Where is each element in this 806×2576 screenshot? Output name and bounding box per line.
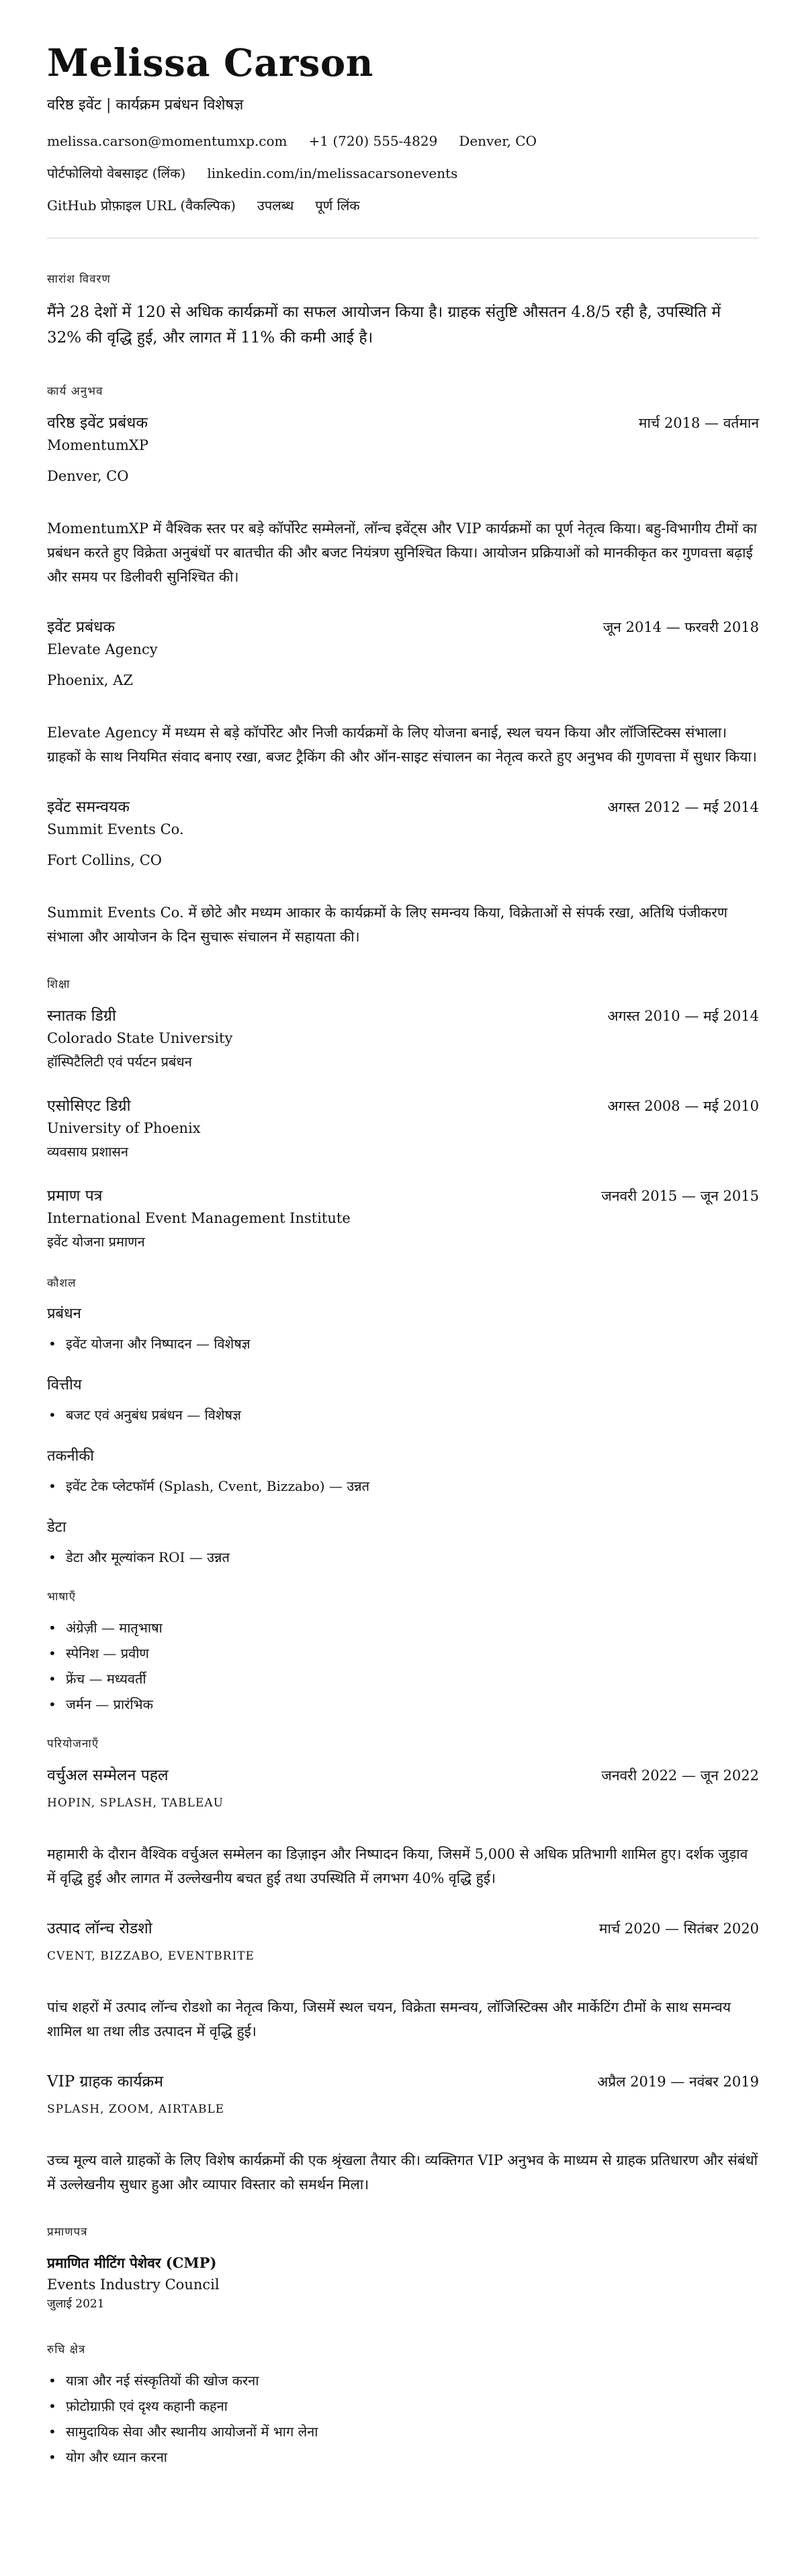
skill-group-title: तकनीकी [47,1448,94,1465]
language-item: • स्पेनिश — प्रवीण [66,1643,759,1664]
job-dates: जून 2014 — फरवरी 2018 [602,619,759,635]
candidate-name: Melissa Carson [47,41,373,85]
interest-list [47,2370,759,2468]
contact-row-2 [47,164,759,183]
project-description: महामारी के दौरान वैश्विक वर्चुअल सम्मेलन का डिज़ाइन और निष्पादन किया, जिसमें 5,000 से अधिक प्रतिभागी शामिल हुए। दर्शक जुड़ाव में वृद्धि हुई और लागत में उल्लेखनीय बचत हुई तथा उपस्थिति में लगभग 40% वृद्धि हुई। [47,1846,748,1886]
degree-field: हॉस्पिटैलिटी एवं पर्यटन प्रबंधन [47,1054,192,1070]
project-description: उच्च मूल्य वाले ग्राहकों के लिए विशेष कार्यक्रमों की एक श्रृंखला तैयार की। व्यक्तिगत VIP अनुभव के माध्यम से ग्राहक प्रतिधारण और संबंधों में उल्लेखनीय सुधार हुआ और व्यापार विस्तार को समर्थन मिला। [47,2152,758,2193]
job-location: Denver, CO [47,468,129,484]
institution-name: University of Phoenix [47,1120,201,1136]
job-location: Fort Collins, CO [47,852,163,868]
degree-type: प्रमाण पत्र [47,1187,103,1205]
company-name: Elevate Agency [47,641,158,657]
resume-header [47,39,759,215]
project-dates: अप्रैल 2019 — नवंबर 2019 [597,2074,759,2090]
project-tech: SPLASH, ZOOM, AIRTABLE [47,2103,225,2116]
contact-row-1 [47,132,759,150]
full-link[interactable]: पूर्ण लिंक [315,197,360,214]
certifications-section [47,2223,759,2313]
job-dates: अगस्त 2012 — मई 2014 [607,799,759,815]
education-dates: जनवरी 2015 — जून 2015 [601,1188,759,1204]
experience-section [47,383,759,949]
project-title: वर्चुअल सम्मेलन पहल [47,1767,169,1784]
portfolio-link[interactable]: पोर्टफोलियो वेबसाइट (लिंक) [47,165,186,181]
project-tech: CVENT, BIZZABO, EVENTBRITE [47,1949,255,1963]
certification-date: जुलाई 2021 [47,2297,105,2311]
institution-name: Colorado State University [47,1030,233,1046]
degree-field: व्यवसाय प्रशासन [47,1144,128,1160]
job-dates: मार्च 2018 — वर्तमान [638,415,759,431]
skill-group-title: प्रबंधन [47,1305,81,1322]
experience-entry [47,796,759,949]
section-label-interests: रुचि क्षेत्र [47,2343,86,2356]
education-dates: अगस्त 2010 — मई 2014 [607,1008,759,1024]
skill-item: • इवेंट टेक प्लेटफॉर्म (Splash, Cvent, Bizzabo) — उन्नत [66,1475,759,1497]
github-availability: उपलब्ध [257,197,294,214]
project-entry [47,2070,759,2197]
experience-entry [47,412,759,589]
job-title: वरिष्ठ इवेंट प्रबंधक [47,414,148,432]
job-description: Summit Events Co. में छोटे और मध्यम आकार के कार्यक्रमों के लिए समन्वय किया, विक्रेताओं से संपर्क रखा, अतिथि पंजीकरण संभाला और आयोजन के दिन सुचारू संचालन में सहायता की। [47,905,728,945]
interest-item: • फ़ोटोग्राफ़ी एवं दृश्य कहानी कहना [66,2395,759,2417]
skills-section [47,1275,759,1568]
section-label-skills: कौशल [47,1277,77,1290]
language-item: • फ्रेंच — मध्यवर्ती [66,1668,759,1690]
linkedin-link[interactable]: linkedin.com/in/melissacarsonevents [207,165,458,181]
headline: वरिष्ठ इवेंट | कार्यक्रम प्रबंधन विशेषज्ञ [47,97,244,113]
certification-issuer: Events Industry Council [47,2276,220,2293]
project-entry [47,1764,759,1890]
summary-text: मैंने 28 देशों में 120 से अधिक कार्यक्रमों का सफल आयोजन किया है। ग्राहक संतुष्टि औसतन 4.8/5 रही है, उपस्थिति में 32% की वृद्धि हुई, और लागत में 11% की कमी आई है। [47,304,721,347]
project-title: उत्पाद लॉन्च रोडशो [47,1920,152,1937]
institution-name: International Event Management Institute [47,1210,351,1226]
company-name: Summit Events Co. [47,821,184,837]
interest-item: • यात्रा और नई संस्कृतियों की खोज करना [66,2370,759,2391]
job-description: Elevate Agency में मध्यम से बड़े कॉर्पोरेट और निजी कार्यक्रमों के लिए योजना बनाई, स्थल चयन किया और लॉजिस्टिक्स संभाला। ग्राहकों के साथ नियमित संवाद बनाए रखा, बजट ट्रैकिंग की और ऑन-साइट संचालन का नेतृत्व करते हुए अनुभव की गुणवत्ता में सुधार किया। [47,725,757,765]
skill-list [47,1404,759,1426]
interest-item: • सामुदायिक सेवा और स्थानीय आयोजनों में भाग लेना [66,2421,759,2442]
job-description: MomentumXP में वैश्विक स्तर पर बड़े कॉर्पोरेट सम्मेलनों, लॉन्च इवेंट्स और VIP कार्यक्रमों का पूर्ण नेतृत्व किया। बहु-विभागीय टीमों का प्रबंधन करते हुए विक्रेता अनुबंधों पर बातचीत की और बजट नियंत्रण सुनिश्चित किया। आयोजन प्रक्रियाओं को मानकीकृत कर गुणवत्ता बढ़ाई और समय पर डिलीवरी सुनिश्चित की। [47,520,758,585]
degree-type: स्नातक डिग्री [47,1007,116,1025]
education-entry [47,1185,759,1252]
degree-field: इवेंट योजना प्रमाणन [47,1234,145,1250]
section-label-languages: भाषाएँ [47,1590,76,1604]
education-entry [47,1005,759,1072]
languages-section [47,1588,759,1715]
job-location: Phoenix, AZ [47,672,133,688]
skill-group-title: वित्तीय [47,1377,82,1393]
section-label-experience: कार्य अनुभव [47,385,103,398]
github-link[interactable]: GitHub प्रोफ़ाइल URL (वैकल्पिक) [47,197,236,214]
skill-list [47,1333,759,1354]
project-description: पांच शहरों में उत्पाद लॉन्च रोडशो का नेतृत्व किया, जिसमें स्थल चयन, विक्रेता समन्वय, लॉजिस्टिक्स और मार्केटिंग टीमों के साथ समन्वय शामिल था तथा लीड उत्पादन में वृद्धि हुई। [47,1999,731,2039]
education-section [47,976,759,1252]
language-list [47,1617,759,1715]
experience-entry [47,616,759,769]
certification-title: प्रमाणित मीटिंग पेशेवर (CMP) [47,2254,217,2271]
phone-link[interactable]: +1 (720) 555-4829 [308,133,438,149]
section-label-education: शिक्षा [47,978,71,991]
project-dates: जनवरी 2022 — जून 2022 [601,1767,759,1784]
education-dates: अगस्त 2008 — मई 2010 [607,1098,759,1114]
education-entry [47,1095,759,1162]
company-name: MomentumXP [47,437,148,453]
project-title: VIP ग्राहक कार्यक्रम [47,2073,163,2090]
project-tech: HOPIN, SPLASH, TABLEAU [47,1796,224,1810]
location-text: Denver, CO [459,133,537,149]
project-dates: मार्च 2020 — सितंबर 2020 [598,1921,759,1937]
skill-item: • डेटा और मूल्यांकन ROI — उन्नत [66,1547,759,1568]
skill-item: • इवेंट योजना और निष्पादन — विशेषज्ञ [66,1333,759,1354]
section-label-projects: परियोजनाएँ [47,1737,99,1751]
skill-group-title: डेटा [47,1519,66,1536]
project-entry [47,1917,759,2043]
section-label-summary: सारांश विवरण [47,273,111,286]
interests-section [47,2341,759,2468]
section-label-certifications: प्रमाणपत्र [47,2225,88,2239]
contact-row-3 [47,196,759,215]
skill-list [47,1475,759,1497]
job-title: इवेंट प्रबंधक [47,618,116,636]
skill-item: • बजट एवं अनुबंध प्रबंधन — विशेषज्ञ [66,1404,759,1426]
interest-item: • योग और ध्यान करना [66,2446,759,2468]
summary-section [47,271,759,351]
email-link[interactable]: melissa.carson@momentumxp.com [47,133,287,149]
projects-section [47,1735,759,2197]
job-title: इवेंट समन्वयक [47,798,130,816]
degree-type: एसोसिएट डिग्री [47,1097,131,1115]
language-item: • अंग्रेज़ी — मातृभाषा [66,1617,759,1639]
skill-list [47,1547,759,1568]
language-item: • जर्मन — प्रारंभिक [66,1694,759,1715]
